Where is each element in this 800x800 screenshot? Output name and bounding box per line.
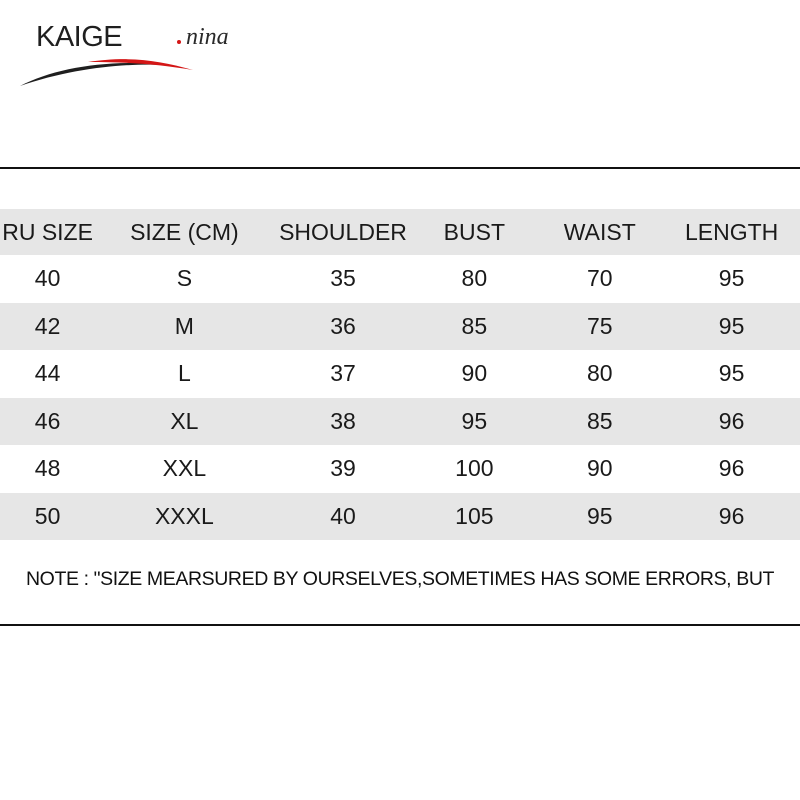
cell-size: L (177, 360, 191, 387)
cell-bust: 80 (461, 265, 488, 292)
logo-sub-text: nina (186, 24, 229, 50)
cell-size: XL (170, 407, 199, 434)
top-divider (0, 167, 800, 169)
cell-shoulder: 37 (330, 360, 356, 387)
cell-ru-size: 48 (34, 455, 61, 482)
cell-size: XXL (162, 455, 207, 482)
cell-size: M (174, 312, 194, 339)
cell-ru-size: 42 (34, 312, 61, 339)
cell-length: 96 (718, 455, 745, 482)
header-waist: WAIST (563, 218, 636, 245)
header-bust: BUST (443, 218, 506, 245)
bottom-divider (0, 624, 800, 626)
cell-length: 95 (718, 265, 745, 292)
cell-length: 96 (718, 407, 745, 434)
cell-length: 95 (718, 312, 745, 339)
cell-shoulder: 35 (330, 265, 356, 292)
cell-size: XXXL (154, 502, 214, 529)
cell-bust: 100 (455, 455, 494, 482)
cell-ru-size: 44 (34, 360, 61, 387)
logo-dot-icon (177, 40, 181, 44)
table-row (0, 255, 800, 303)
header-ru-size: RU SIZE (2, 218, 93, 245)
cell-length: 96 (718, 502, 745, 529)
cell-shoulder: 38 (330, 407, 356, 434)
cell-size: S (176, 265, 193, 292)
cell-waist: 95 (586, 502, 613, 529)
cell-waist: 80 (586, 360, 613, 387)
table-row (0, 493, 800, 541)
cell-ru-size: 46 (34, 407, 61, 434)
cell-waist: 90 (586, 455, 613, 482)
brand-logo (18, 18, 258, 78)
table-row (0, 398, 800, 446)
cell-length: 95 (718, 360, 745, 387)
logo-brand-text: KAIGE (36, 21, 123, 53)
logo-swoosh-icon (18, 48, 258, 88)
size-note: NOTE : "SIZE MEARSURED BY OURSELVES,SOMETIMES HAS SOME ERRORS, BUT (26, 568, 775, 590)
header-length: LENGTH (684, 218, 779, 245)
cell-shoulder: 39 (330, 455, 356, 482)
cell-bust: 90 (461, 360, 488, 387)
cell-ru-size: 50 (34, 502, 61, 529)
cell-bust: 105 (455, 502, 494, 529)
cell-bust: 85 (461, 312, 488, 339)
size-chart-table (0, 209, 800, 540)
cell-waist: 75 (586, 312, 613, 339)
cell-bust: 95 (461, 407, 488, 434)
cell-shoulder: 36 (330, 312, 356, 339)
table-row (0, 445, 800, 493)
table-header-row (0, 209, 800, 255)
header-shoulder: SHOULDER (279, 218, 407, 245)
cell-ru-size: 40 (34, 265, 61, 292)
header-size-cm: SIZE (CM) (130, 218, 239, 245)
cell-shoulder: 40 (330, 502, 356, 529)
cell-waist: 85 (586, 407, 613, 434)
table-row (0, 303, 800, 351)
cell-waist: 70 (586, 265, 613, 292)
table-row (0, 350, 800, 398)
